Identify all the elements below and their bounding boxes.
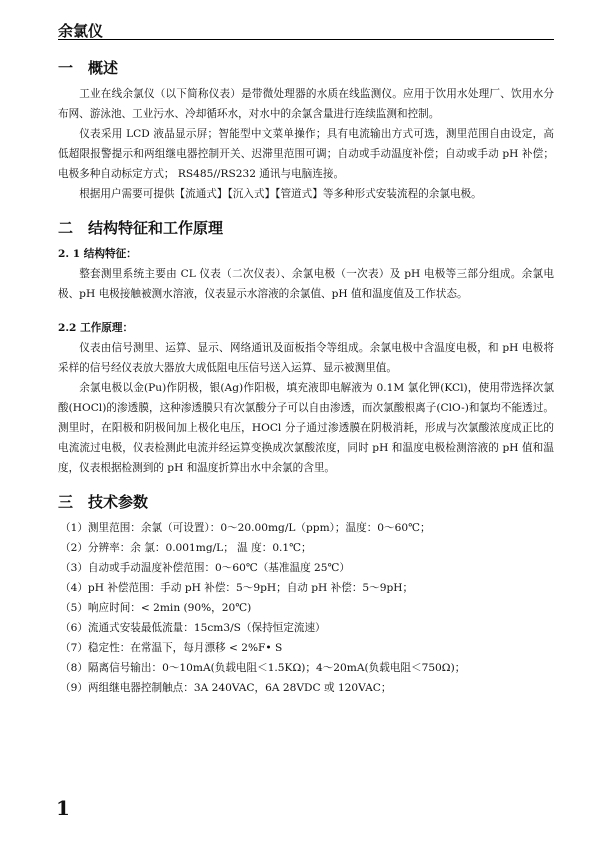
spec-item: （5）响应时间：< 2min (90%，20℃) — [60, 602, 252, 614]
paragraph: 仪表采用 LCD 液晶显示屏；智能型中文菜单操作；具有电流输出方式可选，测里范围自由设定，高低超限报警提示和两组继电器控制开关、迟滞里范围可调；自动或手动温度补偿；自动或手动 pH 补偿；电极多种自动标定方式； RS485//RS232 通讯与电脑连接。 — [58, 128, 554, 180]
paragraph: 根据用户需要可提供【流通式】【沉入式】【管道式】等多种形式安装流程的余氯电极。 — [79, 188, 482, 200]
spec-item: （9）两组继电器控制触点：3A 240VAC，6A 28VDC 或 120VAC； — [60, 682, 392, 694]
page-number: 1 — [56, 796, 70, 820]
spec-item: （8）隔离信号输出：0～10mA(负载电阻＜1.5KΩ)；4～20mA(负载电阻＜750Ω)； — [60, 662, 466, 674]
section-heading — [58, 58, 554, 78]
paragraph: 整套测里系统主要由 CL 仪表（二次仪表）、余氯电极（一次表）及 pH 电极等三部分组成。余氯电极、pH 电极接触被测水溶液，仪表显示水溶液的余氯值、pH 值和温度值及工作状态。 — [58, 268, 554, 300]
spec-item: （1）测里范围：余氯（可设置）：0～20.00mg/L（ppm）；温度：0～60℃； — [60, 522, 431, 534]
section-number: 二 — [58, 219, 75, 237]
subsection-title: 2. 1 结构特征： — [58, 248, 137, 260]
spacer — [58, 304, 554, 318]
paragraph: 余氯电极以金(Pu)作阴极，银(Ag)作阳极，填充液即电解液为 0.1M 氯化钾(KCl)，使用带选择次氯酸(HOCl)的渗透膜，这种渗透膜只有次氯酸分子可以自由渗透，而次氯酸根离子(ClO-)和氯均不能透过。测里时，在阳极和阴极间加上极化电压，HOCl 分子通过渗透膜在阴极消耗，形成与次氯酸浓度成正比的电流流过电极，仪表检测此电流并经运算变换成次氯酸浓度，同时 pH 和温度电极检测溶液的 pH 值和温度，仪表根据检测到的 pH 和温度折算出水中余氯的含里。 — [58, 382, 554, 474]
paragraph: 仪表由信号测里、运算、显示、网络通讯及面板指令等组成。余氯电极中含温度电极，和 pH 电极将采样的信号经仪表放大器放大成低阻电压信号送入运算、显示被测里值。 — [58, 342, 554, 374]
section-title: 结构特征和工作原理 — [88, 219, 224, 237]
section-overview — [58, 58, 554, 204]
title-rule — [58, 39, 554, 40]
document-body — [58, 58, 554, 712]
spec-item: （7）稳定性：在常温下，每月漂移 < 2%F• S — [60, 642, 283, 654]
section-title: 概述 — [88, 59, 119, 77]
document-title: 余氯仪 — [58, 22, 104, 40]
section-title: 技术参数 — [88, 493, 149, 511]
spec-item: （6）流通式安装最低流量：15cm3/S（保持恒定流速） — [60, 622, 326, 634]
paragraph: 工业在线余氯仪（以下简称仪表）是带微处理器的水质在线监测仪。应用于饮用水处理厂、饮用水分布网、游泳池、工业污水、冷却循环水，对水中的余氯含量进行连续监测和控制。 — [58, 88, 554, 120]
spec-item: （2）分辨率：余 氯：0.001mg/L； 温 度：0.1℃； — [60, 542, 312, 554]
section-heading — [58, 218, 554, 238]
spec-item: （4）pH 补偿范围：手动 pH 补偿：5～9pH；自动 pH 补偿：5～9pH； — [60, 582, 414, 594]
spec-item: （3）自动或手动温度补偿范围：0～60℃（基准温度 25℃） — [60, 562, 350, 574]
section-heading — [58, 492, 554, 512]
section-tech-params — [58, 492, 554, 698]
section-structure-principle — [58, 218, 554, 478]
section-number: 三 — [58, 493, 75, 511]
subsection-title: 2.2 工作原理： — [58, 322, 134, 334]
section-number: 一 — [58, 59, 75, 77]
